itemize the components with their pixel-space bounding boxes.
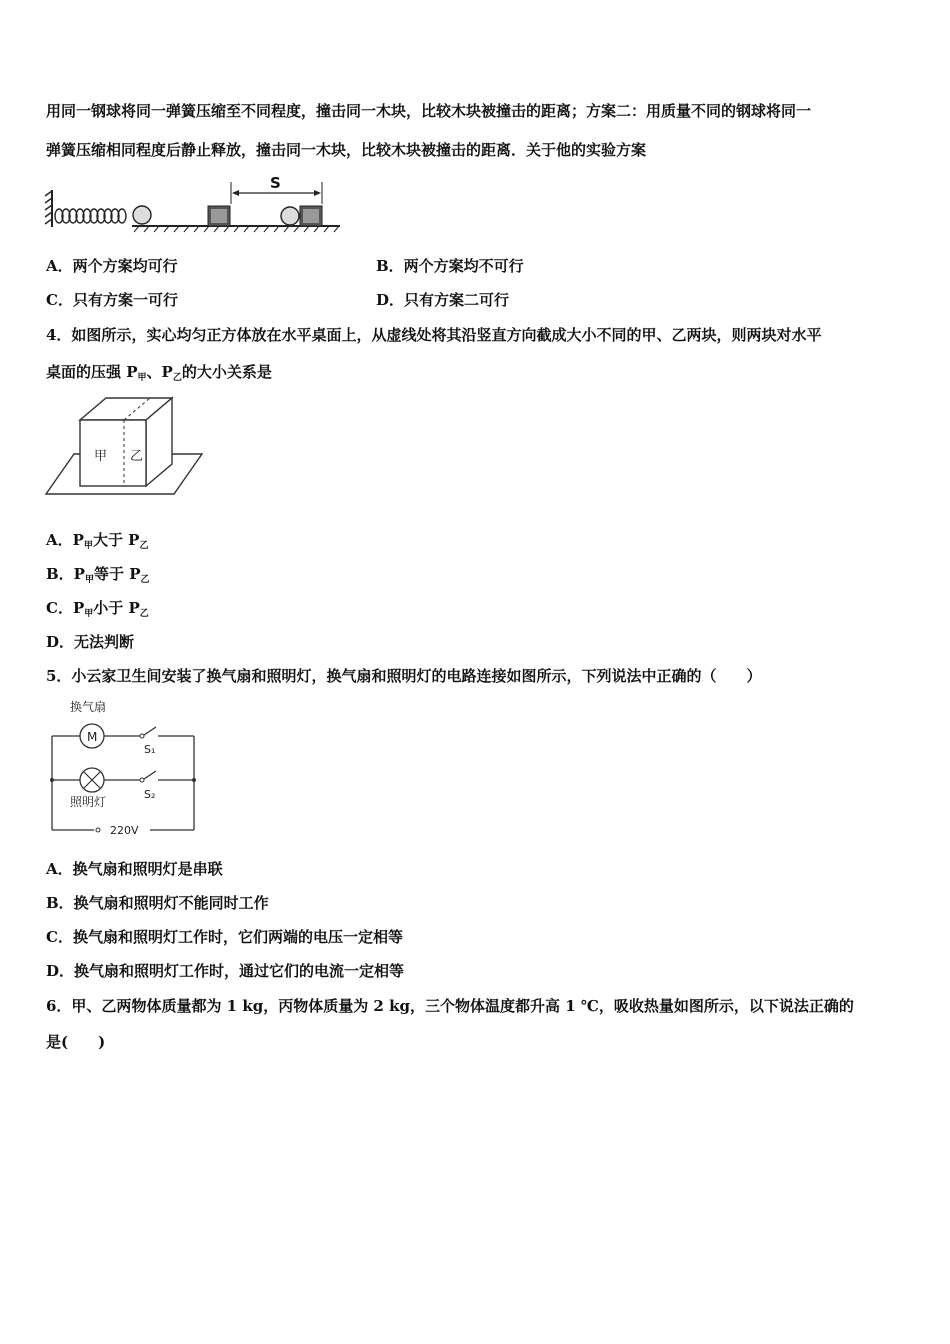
q3-text-line-2: 弹簧压缩相同程度后静止释放，撞击同一木块，比较木块被撞击的距离．关于他的实验方案 xyxy=(46,141,647,159)
switch-s1-label: S₁ xyxy=(144,743,156,756)
fan-label: 换气扇 xyxy=(70,700,107,714)
distance-label-s: S xyxy=(270,174,281,192)
q5-option-c: C．换气扇和照明灯工作时，它们两端的电压一定相等 xyxy=(46,928,403,946)
cube-label-yi: 乙 xyxy=(130,449,144,464)
q4-text-line-2: 桌面的压强 $P_甲$、$P_乙$的大小关系是 xyxy=(46,363,272,383)
voltage-label: 220V xyxy=(110,824,139,837)
cube-label-jia: 甲 xyxy=(94,449,108,464)
motor-label: M xyxy=(87,730,98,744)
lamp-label: 照明灯 xyxy=(70,795,107,809)
q4-option-a: A．$P_甲$大于 $P_乙$ xyxy=(46,531,149,551)
q4-option-c: C．$P_甲$小于 $P_乙$ xyxy=(46,599,149,619)
q4-option-d: D．无法判断 xyxy=(46,633,135,651)
q5-circuit-figure xyxy=(44,696,204,838)
q3-option-d: D．只有方案二可行 xyxy=(376,291,510,309)
q6-text-line-1: 6．甲、乙两物体质量都为 1 kg，丙物体质量为 2 kg，三个物体温度都升高 1 ℃，吸收热量如图所示，以下说法正确的 xyxy=(46,997,854,1015)
q3-option-c: C．只有方案一可行 xyxy=(46,291,178,309)
q5-option-b: B．换气扇和照明灯不能同时工作 xyxy=(46,894,269,912)
q3-text-line-1: 用同一钢球将同一弹簧压缩至不同程度，撞击同一木块，比较木块被撞击的距离；方案二：用质量不同的钢球将同一 xyxy=(46,102,812,120)
q3-spring-figure xyxy=(44,172,344,238)
q5-text-line-1: 5．小云家卫生间安装了换气扇和照明灯，换气扇和照明灯的电路连接如图所示，下列说法中正确的（ ） xyxy=(46,667,762,685)
q6-text-line-2: 是( ) xyxy=(46,1033,106,1051)
q3-option-b: B．两个方案均不可行 xyxy=(376,257,524,275)
q3-option-a: A．两个方案均可行 xyxy=(46,257,178,275)
switch-s2-label: S₂ xyxy=(144,788,156,801)
q4-text-line-1: 4．如图所示，实心均匀正方体放在水平桌面上，从虚线处将其沿竖直方向截成大小不同的甲、乙两块，则两块对水平 xyxy=(46,326,822,344)
q4-cube-figure xyxy=(44,394,204,498)
q5-option-d: D．换气扇和照明灯工作时，通过它们的电流一定相等 xyxy=(46,962,405,980)
q4-option-b: B．$P_甲$等于 $P_乙$ xyxy=(46,565,150,585)
q5-option-a: A．换气扇和照明灯是串联 xyxy=(46,860,223,878)
